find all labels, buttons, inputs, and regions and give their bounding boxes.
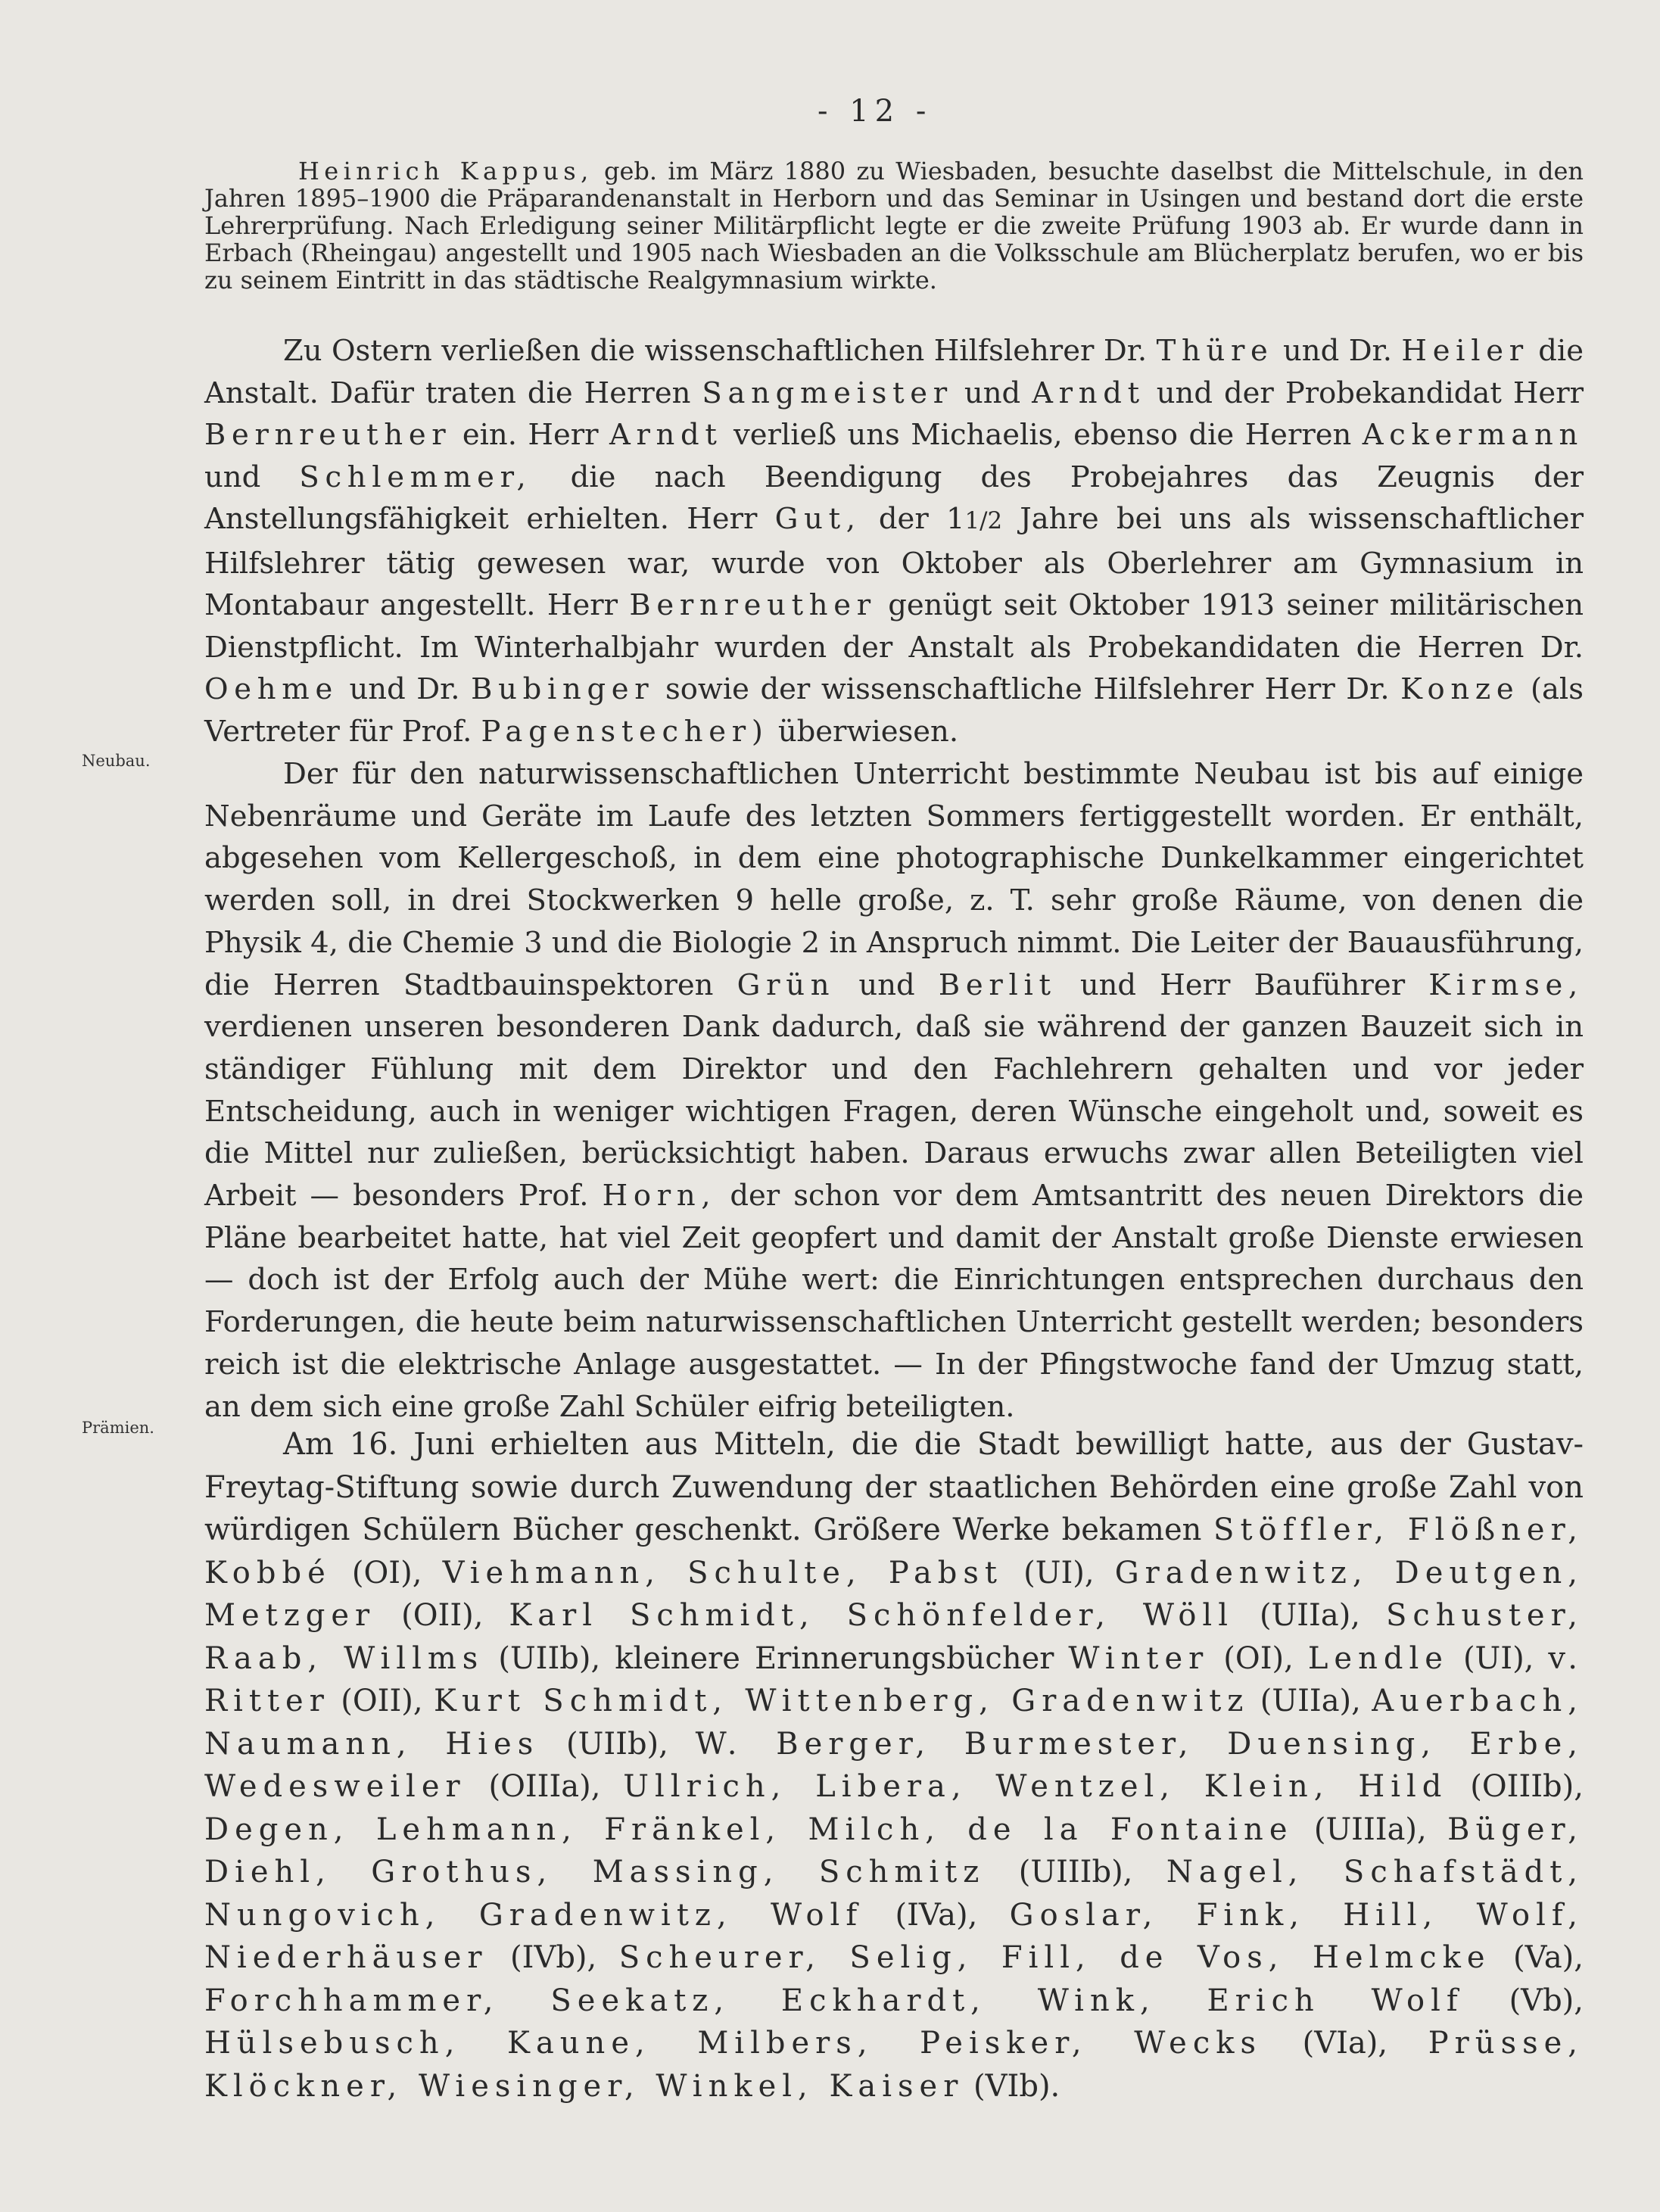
person-name: Heiler [1401,334,1529,368]
person-name-group: Schuster, Raab, Willms [204,1598,1584,1676]
person-name-group: Karl Schmidt, Schönfelder, Wöll [509,1598,1234,1633]
margin-label-praemien: Prämien. [82,1419,154,1437]
text-run: sowie der wissenschaftliche Hilfslehrer Herr Dr. [654,672,1401,706]
text-run: (OI), [1209,1640,1308,1676]
paragraph-staff-changes [204,330,1584,752]
person-name: Konze [1400,672,1520,706]
person-name-group: Lendle [1307,1640,1449,1676]
text-run: und Dr. [338,672,472,706]
person-name: Sangmeister [702,375,953,410]
text-run: (UIIIa), [1293,1812,1448,1847]
person-name: Horn, [602,1179,717,1213]
person-name-group: v. Ritter [204,1640,1584,1718]
person-name: Schlemmer, [299,460,532,494]
text-run: (als Vertreter für Prof. [204,672,1584,749]
person-name-group: W. Berger, Burmester, Duensing, Erbe, Wedesweiler [204,1726,1584,1804]
text-run: (IVa), [863,1897,1010,1933]
person-name-group: Forchhammer, Seekatz, Eckhardt, Wink, Erich Wolf [204,1983,1464,2018]
text-run: überwiesen. [768,714,959,749]
person-name-group: Ullrich, Libera, Wentzel, Klein, Hild [623,1769,1448,1804]
text-run: (UIIb), [539,1726,696,1762]
person-name-group: Winter [1068,1640,1210,1676]
person-name: Berlit [938,967,1057,1002]
person-name-group: Viehmann, Schulte, Pabst [442,1555,1003,1590]
text-run: (UIIb), kleinere Erinnerungsbücher [484,1640,1069,1676]
paragraph-text: geb. im März 1880 zu Wiesbaden, besuchte daselbst die Mittelschule, in den Jahren 1895–1900 die Präparandenanstalt in Herborn und das Seminar in Usingen und bestand dort die erste Lehrerprüfung. Nach Erledigung seiner Militärpflicht legte er die zweite Prüfung 1903 ab. Er wurde dann in Erbach (Rheingau) angestellt und 1905 nach Wiesbaden an die Volksschule am Blücherplatz berufen, wo er bis zu seinem Eintritt in das städtische Realgymnasium wirkte. [204,157,1584,294]
text-run: (UIIa), [1249,1684,1372,1718]
text-run: genügt seit Oktober 1913 seiner militärischen Dienstpflicht. Im Winterhalbjahr wurden der Anstalt als Probekandidaten die Herren Dr. [204,588,1584,665]
paragraph-neubau [204,753,1584,1428]
text-run: die Anstalt. Dafür traten die Herren [204,334,1584,410]
person-name: Thüre [1156,334,1274,368]
text-run: die nach Beendigung des Probejahres das Zeugnis der Anstellungsfähigkeit erhielten. Herr [204,460,1584,536]
text-run: (UIIIb), [985,1855,1166,1890]
text-run: (OII), [329,1684,434,1718]
margin-label-neubau: Neubau. [82,752,151,770]
text-run: verdienen unseren besonderen Dank dadurch, daß sie während der ganzen Bauzeit sich in ständiger Fühlung mit dem Direktor und den Fachlehrern gehalten und vor jeder Entscheidung, auch in weniger wichtigen Fragen, deren Wünsche eingeholt und, soweit es die Mittel nur zuließen, berücksichtigt haben. Daraus erwuchs zwar allen Beteiligten viel Arbeit — besonders Prof. [204,1010,1584,1213]
text-run: Am 16. Juni erhielten aus Mitteln, die die Stadt bewilligt hatte, aus der Gustav-Freytag-Stiftung sowie durch Zuwendung der staatlichen Behörden eine große Zahl von würdigen Schülern Bücher geschenkt. Größere Werke bekamen [204,1427,1584,1547]
person-name-group: Gradenwitz, Deutgen, Metzger [204,1555,1584,1633]
text-run: (Vb), [1463,1983,1584,2018]
person-name: Arndt [1032,375,1145,410]
text-run: (VIb). [964,2068,1060,2104]
text-run: (UIIa), [1234,1598,1386,1633]
text-run: (Va), [1490,1940,1584,1975]
person-name-group: Prüsse, Klöckner, Wiesinger, Winkel, Kaiser [204,2026,1584,2104]
text-run: (OIIIa), [466,1769,624,1804]
text-run: der schon vor dem Amtsantritt des neuen Direktors die Pläne bearbeitet hatte, hat viel Zeit geopfert und damit der Anstalt große Dienste erwiesen — doch ist der Erfolg auch der Mühe wert: die Einrichtungen entsprechen durchaus den Forderungen, die heute beim naturwissenschaftlichen Unterricht gestellt werden; besonders reich ist die elektrische Anlage ausgestattet. — In der Pfingstwoche fand der Umzug statt, an dem sich eine große Zahl Schüler eifrig beteiligten. [204,1179,1584,1424]
person-name-group: Nagel, Schafstädt, Nungovich, Gradenwitz, Wolf [204,1855,1584,1933]
person-name: Oehme [204,672,338,706]
text-run: Der für den naturwissenschaftlichen Unterricht bestimmte Neubau ist bis auf einige Nebenräume und Geräte im Laufe des letzten Sommers fertiggestellt worden. Er enthält, abgesehen vom Kellergeschoß, in dem eine photographische Dunkelkammer eingerichtet werden soll, in drei Stockwerken 9 helle große, z. T. sehr große Räume, von denen die Physik 4, die Chemie 3 und die Biologie 2 in Anspruch nimmt. Die Leiter der Bauausführung, die Herren Stadtbauinspektoren [204,757,1584,1002]
text-run: (VIa), [1262,2026,1428,2061]
person-name-group: Kurt Schmidt, Wittenberg, Gradenwitz [433,1684,1250,1718]
person-name: Arndt [609,418,723,452]
person-name-group: Büger, Diehl, Grothus, Massing, Schmitz [204,1812,1584,1890]
person-name-group: Hülsebusch, Kaune, Milbers, Peisker, Wecks [204,2026,1262,2061]
person-name-group: Stöffler, Flößner, Kobbé [204,1513,1584,1590]
person-name-group: Scheurer, Selig, Fill, de Vos, Helmcke [618,1940,1491,1975]
text-run: und der Probekandidat Herr [1145,375,1584,410]
text-run: verließ uns Michaelis, ebenso die Herren [722,418,1363,452]
text-run: (UI), [1003,1555,1115,1590]
person-name: Kirmse, [1428,967,1584,1002]
person-name-group: Goslar, Fink, Hill, Wolf, Niederhäuser [204,1897,1584,1975]
text-run: (OIIIb), [1447,1769,1584,1804]
text-run: der 1 [861,502,965,536]
text-run: (IVb), [487,1940,619,1975]
text-run: und [952,375,1032,410]
person-name-group: Auerbach, Naumann, Hies [204,1684,1584,1762]
person-name: Bernreuther [629,588,877,622]
person-name-group: Degen, Lehmann, Fränkel, Milch, de la Fontaine [204,1812,1294,1847]
text-run: und [835,967,939,1002]
page-number: - 12 - [818,94,933,129]
person-name: Gut, [774,502,861,536]
text-run: (OII), [375,1598,509,1633]
text-run: ein. Herr [451,418,609,452]
text-run: und Dr. [1273,334,1402,368]
paragraph-kappus [204,157,1584,294]
text-run: (OI), [331,1555,443,1590]
text-run: (UI), [1448,1640,1549,1676]
person-name: Ackermann [1362,418,1584,452]
paragraph-praemien [204,1423,1584,2108]
person-name: Pagenstecher) [481,714,769,749]
person-name: Grün [737,967,836,1002]
person-name: Bubinger [471,672,655,706]
person-name: Bernreuther [204,418,452,452]
text-run: Zu Ostern verließen die wissenschaftlichen Hilfslehrer Dr. [283,334,1157,368]
text-run: Jahre bei uns als wissenschaftlicher Hilfslehrer tätig gewesen war, wurde von Oktober als Oberlehrer am Gymnasium in Montabaur angestellt. Herr [204,502,1584,622]
person-name: Heinrich Kappus, [298,157,593,185]
text-run: und [204,460,300,494]
text-run: und Herr Bauführer [1056,967,1429,1002]
fraction: 1/2 [964,507,1003,534]
